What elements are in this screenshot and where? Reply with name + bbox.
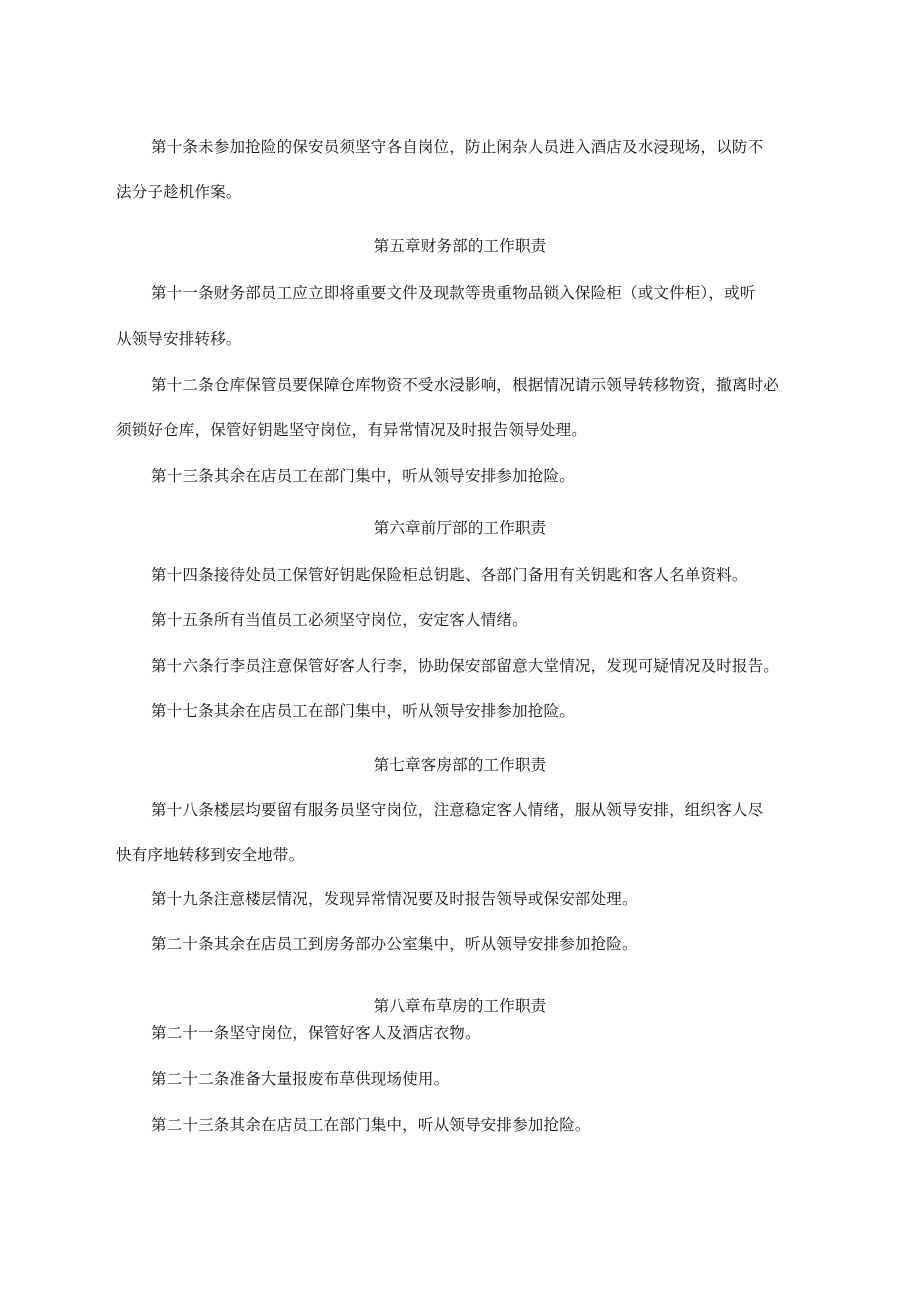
article-18-line-2: 快有序地转移到安全地带。 — [116, 846, 305, 864]
article-11-line-2: 从领导安排转移。 — [116, 330, 242, 348]
article-10-line-2: 法分子趁机作案。 — [116, 183, 242, 201]
article-14: 第十四条接待处员工保管好钥匙保险柜总钥匙、各部门备用有关钥匙和客人名单资料。 — [151, 566, 748, 584]
chapter-8-title: 第八章布草房的工作职责 — [373, 997, 547, 1015]
article-11-line-1: 第十一条财务部员工应立即将重要文件及现款等贵重物品锁入保险柜（或文件柜），或听 — [151, 284, 756, 302]
article-19: 第十九条注意楼层情况，发现异常情况要及时报告领导或保安部处理。 — [151, 890, 638, 908]
article-16: 第十六条行李员注意保管好客人行李，协助保安部留意大堂情况，发现可疑情况及时报告。 — [151, 657, 780, 675]
article-15: 第十五条所有当值员工必须坚守岗位，安定客人情绪。 — [151, 611, 528, 629]
article-23: 第二十三条其余在店员工在部门集中，听从领导安排参加抢险。 — [151, 1116, 591, 1134]
article-21: 第二十一条坚守岗位，保管好客人及酒店衣物。 — [151, 1024, 481, 1042]
article-10-line-1: 第十条未参加抢险的保安员须坚守各自岗位，防止闲杂人员进入酒店及水浸现场，以防不 — [151, 138, 764, 156]
chapter-7-title: 第七章客房部的工作职责 — [373, 756, 547, 774]
article-20: 第二十条其余在店员工到房务部办公室集中，听从领导安排参加抢险。 — [151, 935, 638, 953]
article-17: 第十七条其余在店员工在部门集中，听从领导安排参加抢险。 — [151, 702, 575, 720]
article-12-line-2: 须锁好仓库，保管好钥匙坚守岗位，有异常情况及时报告领导处理。 — [116, 421, 588, 439]
chapter-6-title: 第六章前厅部的工作职责 — [373, 519, 547, 537]
article-18-line-1: 第十八条楼层均要留有服务员坚守岗位，注意稳定客人情绪，服从领导安排，组织客人尽 — [151, 801, 764, 819]
article-22: 第二十二条准备大量报废布草供现场使用。 — [151, 1070, 450, 1088]
chapter-5-title: 第五章财务部的工作职责 — [373, 237, 547, 255]
article-12-line-1: 第十二条仓库保管员要保障仓库物资不受水浸影响，根据情况请示领导转移物资，撤离时必 — [151, 376, 780, 394]
article-13: 第十三条其余在店员工在部门集中，听从领导安排参加抢险。 — [151, 467, 575, 485]
